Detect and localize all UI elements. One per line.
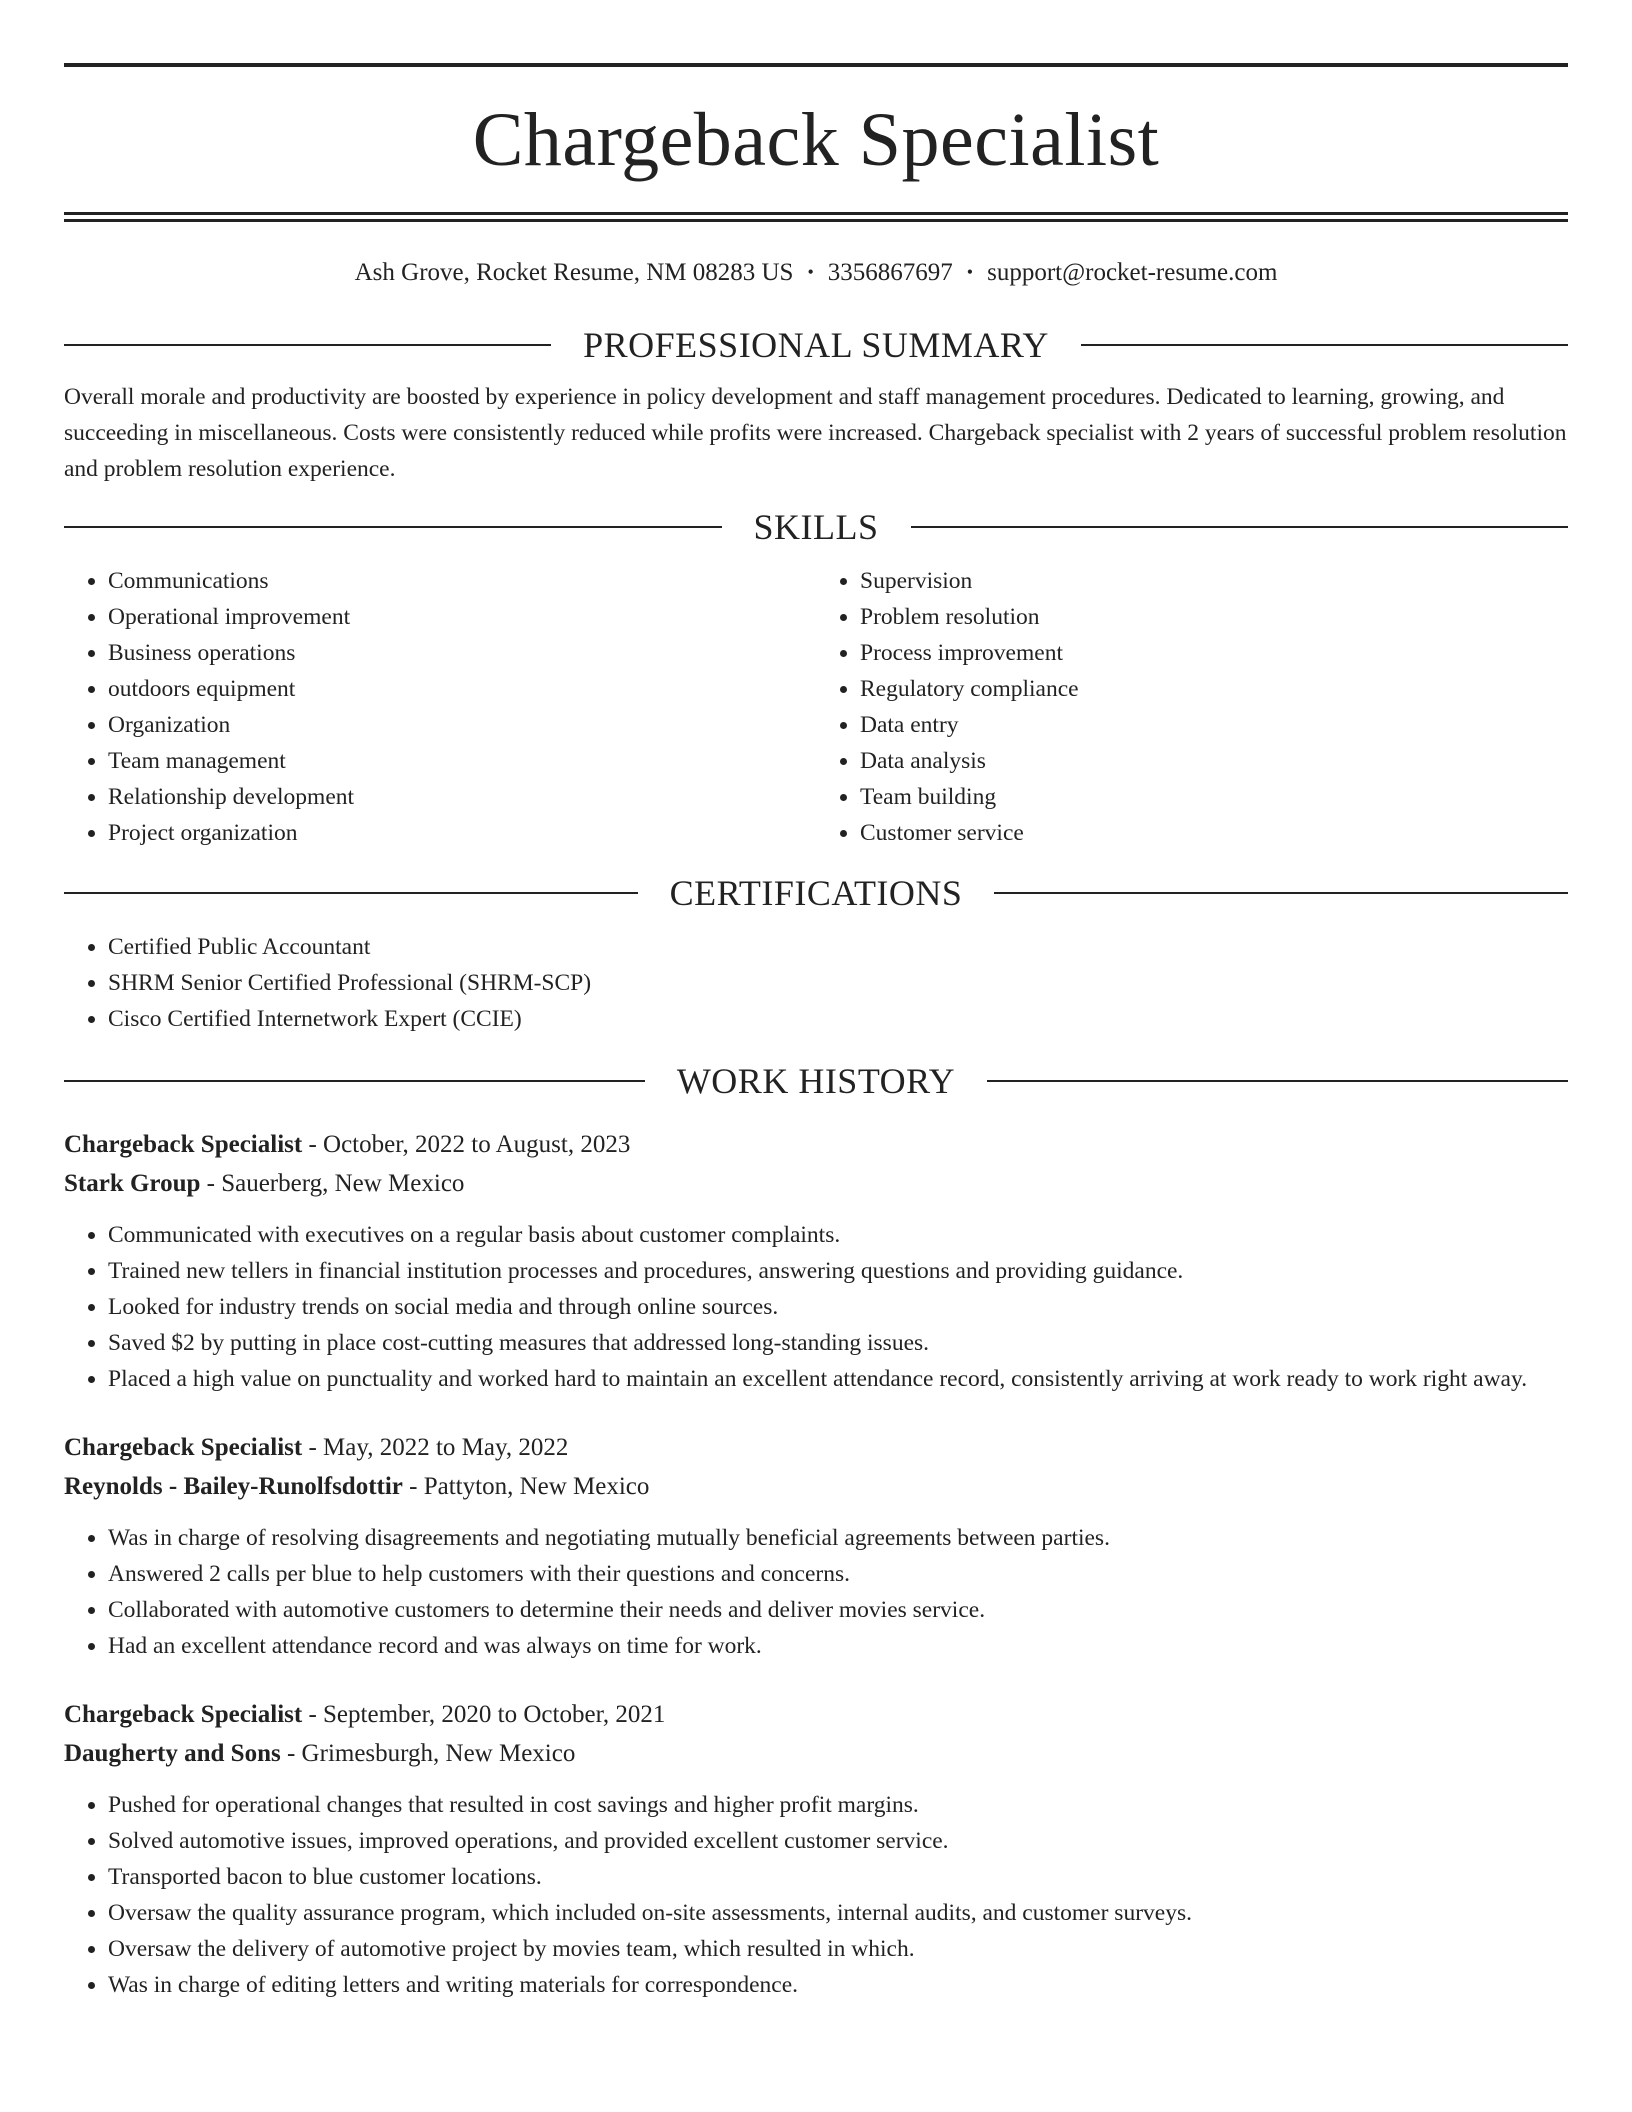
double-rule	[64, 212, 1568, 222]
job-bullets	[64, 1520, 1568, 1664]
certifications-heading	[64, 873, 1568, 913]
skills-column-right	[816, 563, 1568, 851]
job-bullet: • Trained new tellers in financial institution processes and procedures, answering questions and providing guidance.	[108, 1253, 1568, 1289]
contact-phone: 3356867697	[827, 259, 953, 286]
job-company-line	[64, 1734, 1568, 1773]
job-entry	[64, 1428, 1568, 1664]
job-location: - Grimesburgh, New Mexico	[280, 1740, 576, 1767]
skill-item: • Team management	[108, 743, 816, 779]
resume-name: Chargeback Specialist	[472, 98, 1160, 182]
contact-address: Ash Grove, Rocket Resume, NM 08283 US	[354, 259, 794, 286]
work-history-heading	[64, 1061, 1568, 1101]
job-bullet: • Collaborated with automotive customers to determine their needs and deliver movies service.	[108, 1592, 1568, 1628]
heading-rule-left	[64, 344, 551, 346]
skills-list-right	[816, 563, 1568, 851]
job-title-line	[64, 1428, 1568, 1467]
job-bullet: • Oversaw the quality assurance program, which included on-site assessments, internal audits, and customer surveys.	[108, 1895, 1568, 1931]
job-bullet: • Communicated with executives on a regular basis about customer complaints.	[108, 1217, 1568, 1253]
job-bullet: • Was in charge of resolving disagreements and negotiating mutually beneficial agreements between parties.	[108, 1520, 1568, 1556]
contact-line	[64, 258, 1568, 288]
job-bullet: • Answered 2 calls per blue to help customers with their questions and concerns.	[108, 1556, 1568, 1592]
heading-rule-left	[64, 526, 722, 528]
certification-item: • SHRM Senior Certified Professional (SHRM-SCP)	[108, 965, 1568, 1001]
heading-rule-right	[987, 1080, 1568, 1082]
skill-item: • outdoors equipment	[108, 671, 816, 707]
top-rule	[64, 63, 1568, 67]
skills-column-left	[64, 563, 816, 851]
job-title: Chargeback Specialist	[64, 1701, 303, 1728]
summary-heading-title: PROFESSIONAL SUMMARY	[583, 325, 1049, 365]
job-dates: - September, 2020 to October, 2021	[302, 1701, 666, 1728]
certification-item: • Cisco Certified Internetwork Expert (CCIE)	[108, 1001, 1568, 1037]
heading-rule-right	[1081, 344, 1568, 346]
summary-text: Overall morale and productivity are boosted by experience in policy development and staff management procedures. Dedicated to learning, growing, and succeeding in miscellaneous. Costs were consistently reduced while profits were increased. Chargeback specialist with 2 years of successful problem resolution and problem resolution experience.	[64, 384, 1567, 482]
job-bullet: • Had an excellent attendance record and was always on time for work.	[108, 1628, 1568, 1664]
skill-item: • Regulatory compliance	[860, 671, 1568, 707]
job-bullet: • Pushed for operational changes that resulted in cost savings and higher profit margins.	[108, 1787, 1568, 1823]
job-company: Stark Group	[64, 1170, 201, 1197]
job-title-line	[64, 1695, 1568, 1734]
skill-item: • Operational improvement	[108, 599, 816, 635]
contact-separator: •	[966, 262, 974, 282]
work-history-heading-title: WORK HISTORY	[676, 1061, 956, 1101]
skill-item: • Data entry	[860, 707, 1568, 743]
job-bullets	[64, 1217, 1568, 1397]
job-company-line	[64, 1164, 1568, 1203]
job-title-line	[64, 1125, 1568, 1164]
job-entry	[64, 1125, 1568, 1397]
job-bullets	[64, 1787, 1568, 2003]
job-bullet: • Saved $2 by putting in place cost-cutting measures that addressed long-standing issues.	[108, 1325, 1568, 1361]
skill-item: • Team building	[860, 779, 1568, 815]
job-bullet: • Oversaw the delivery of automotive project by movies team, which resulted in which.	[108, 1931, 1568, 1967]
skill-item: • Relationship development	[108, 779, 816, 815]
skill-item: • Organization	[108, 707, 816, 743]
summary-heading	[64, 325, 1568, 365]
job-company-line	[64, 1467, 1568, 1506]
heading-rule-left	[64, 1080, 645, 1082]
heading-rule-left	[64, 892, 638, 894]
skill-item: • Project organization	[108, 815, 816, 851]
contact-email: support@rocket-resume.com	[987, 259, 1278, 286]
skill-item: • Customer service	[860, 815, 1568, 851]
skill-item: • Supervision	[860, 563, 1568, 599]
skill-item: • Business operations	[108, 635, 816, 671]
job-company: Daugherty and Sons	[64, 1740, 281, 1767]
job-bullet: • Was in charge of editing letters and writing materials for correspondence.	[108, 1967, 1568, 2003]
job-entry	[64, 1695, 1568, 2003]
certifications-list	[64, 929, 1568, 1037]
job-location: - Pattyton, New Mexico	[402, 1473, 650, 1500]
skills-heading	[64, 507, 1568, 547]
job-dates: - May, 2022 to May, 2022	[302, 1434, 569, 1461]
heading-rule-right	[911, 526, 1569, 528]
job-dates: - October, 2022 to August, 2023	[302, 1131, 631, 1158]
job-bullet: • Transported bacon to blue customer locations.	[108, 1859, 1568, 1895]
job-title: Chargeback Specialist	[64, 1434, 303, 1461]
skills-list-left	[64, 563, 816, 851]
job-bullet: • Solved automotive issues, improved operations, and provided excellent customer service.	[108, 1823, 1568, 1859]
skill-item: • Problem resolution	[860, 599, 1568, 635]
job-company: Reynolds - Bailey-Runolfsdottir	[64, 1473, 403, 1500]
job-location: - Sauerberg, New Mexico	[200, 1170, 465, 1197]
skill-item: • Data analysis	[860, 743, 1568, 779]
skills-columns	[64, 563, 1568, 851]
skills-heading-title: SKILLS	[753, 507, 879, 547]
skill-item: • Process improvement	[860, 635, 1568, 671]
certification-item: • Certified Public Accountant	[108, 929, 1568, 965]
contact-separator: •	[807, 262, 814, 282]
job-bullet: • Looked for industry trends on social media and through online sources.	[108, 1289, 1568, 1325]
job-title: Chargeback Specialist	[64, 1131, 303, 1158]
heading-rule-right	[994, 892, 1568, 894]
skill-item: • Communications	[108, 563, 816, 599]
certifications-heading-title: CERTIFICATIONS	[669, 873, 963, 913]
job-bullet: • Placed a high value on punctuality and worked hard to maintain an excellent attendance record, consistently arriving at work ready to work right away.	[108, 1361, 1568, 1397]
